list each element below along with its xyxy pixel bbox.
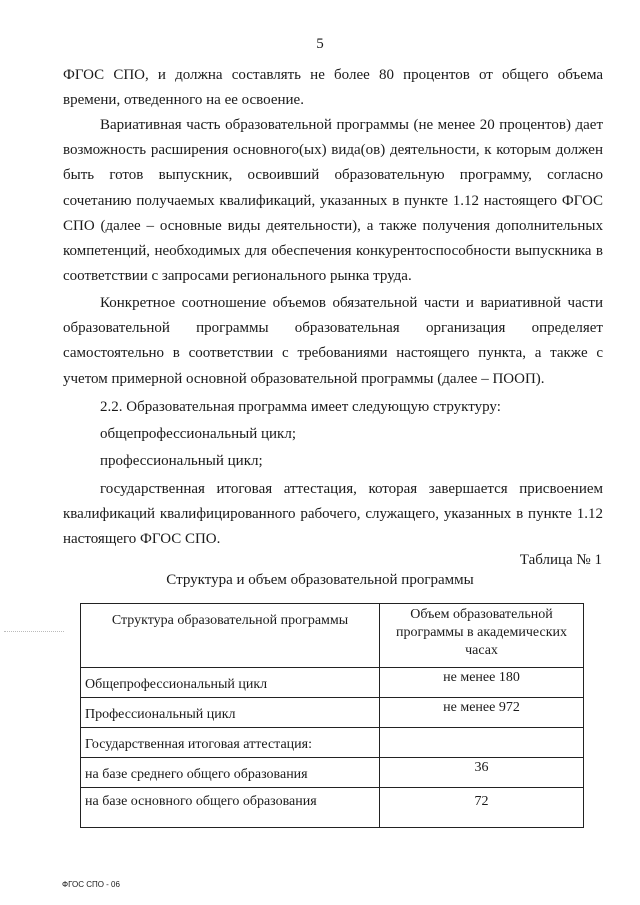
header-structure: Структура образовательной программы	[81, 604, 380, 668]
row-name: Общепрофессиональный цикл	[81, 668, 380, 698]
row-value: 36	[380, 758, 584, 788]
paragraph-4: 2.2. Образовательная программа имеет следующую структуру:	[100, 399, 501, 415]
table-header-row	[81, 604, 584, 668]
table-row	[81, 788, 584, 828]
row-name: на базе основного общего образования	[81, 788, 380, 828]
paragraph-2: Вариативная часть образовательной программы (не менее 20 процентов) дает возможность расширения основного(ых) вида(ов) деятельности, к которым должен быть готов выпускник, освоивший образовательную программу, согласно сочетанию получаемых квалификаций, указанных в пункте 1.12 настоящего ФГОС СПО (далее – основные виды деятельности), а также получения дополнительных компетенций, необходимых для обеспечения конкурентоспособности выпускника в соответствии с запросами регионального рынка труда.	[63, 117, 603, 285]
row-value: 72	[380, 788, 584, 828]
table-row	[81, 698, 584, 728]
structure-list	[63, 395, 603, 552]
table-title: Структура и объем образовательной программы	[166, 572, 474, 588]
margin-mark	[4, 631, 64, 632]
program-structure-table	[80, 603, 584, 828]
row-value: не менее 180	[380, 668, 584, 698]
table-row	[81, 728, 584, 758]
paragraph-1: ФГОС СПО, и должна составлять не более 80 процентов от общего объема времени, отведенного на ее освоение.	[63, 67, 603, 109]
page-number: 5	[316, 36, 324, 52]
row-name: Профессиональный цикл	[81, 698, 380, 728]
row-name: Государственная итоговая аттестация:	[81, 728, 380, 758]
list-item-general-cycle: общепрофессиональный цикл;	[100, 426, 296, 443]
row-name: на базе среднего общего образования	[81, 758, 380, 788]
table-row	[81, 668, 584, 698]
list-item-professional-cycle: профессиональный цикл;	[100, 453, 263, 470]
paragraph-ratio-block	[63, 291, 603, 392]
list-item-attestation: государственная итоговая аттестация, которая завершается присвоением квалификаций квалифицированного рабочего, служащего, указанных в пункте 1.12 настоящего ФГОС СПО.	[63, 480, 603, 548]
paragraph-3: Конкретное соотношение объемов обязательной части и вариативной части образовательной программы образовательная организация определяет самостоятельно в соответствии с требованиями настоящего пункта, а также с учетом примерной основной образовательной программы (далее – ПООП).	[63, 295, 603, 387]
table-row	[81, 758, 584, 788]
table-number-label: Таблица № 1	[519, 552, 602, 568]
row-value: не менее 972	[380, 698, 584, 728]
header-volume: Объем образовательной программы в академических часах	[380, 604, 584, 668]
paragraph-variable-part-block	[63, 113, 603, 289]
paragraph-continuation	[63, 63, 603, 113]
row-value	[380, 728, 584, 758]
footer-code: ФГОС СПО - 06	[62, 880, 120, 889]
